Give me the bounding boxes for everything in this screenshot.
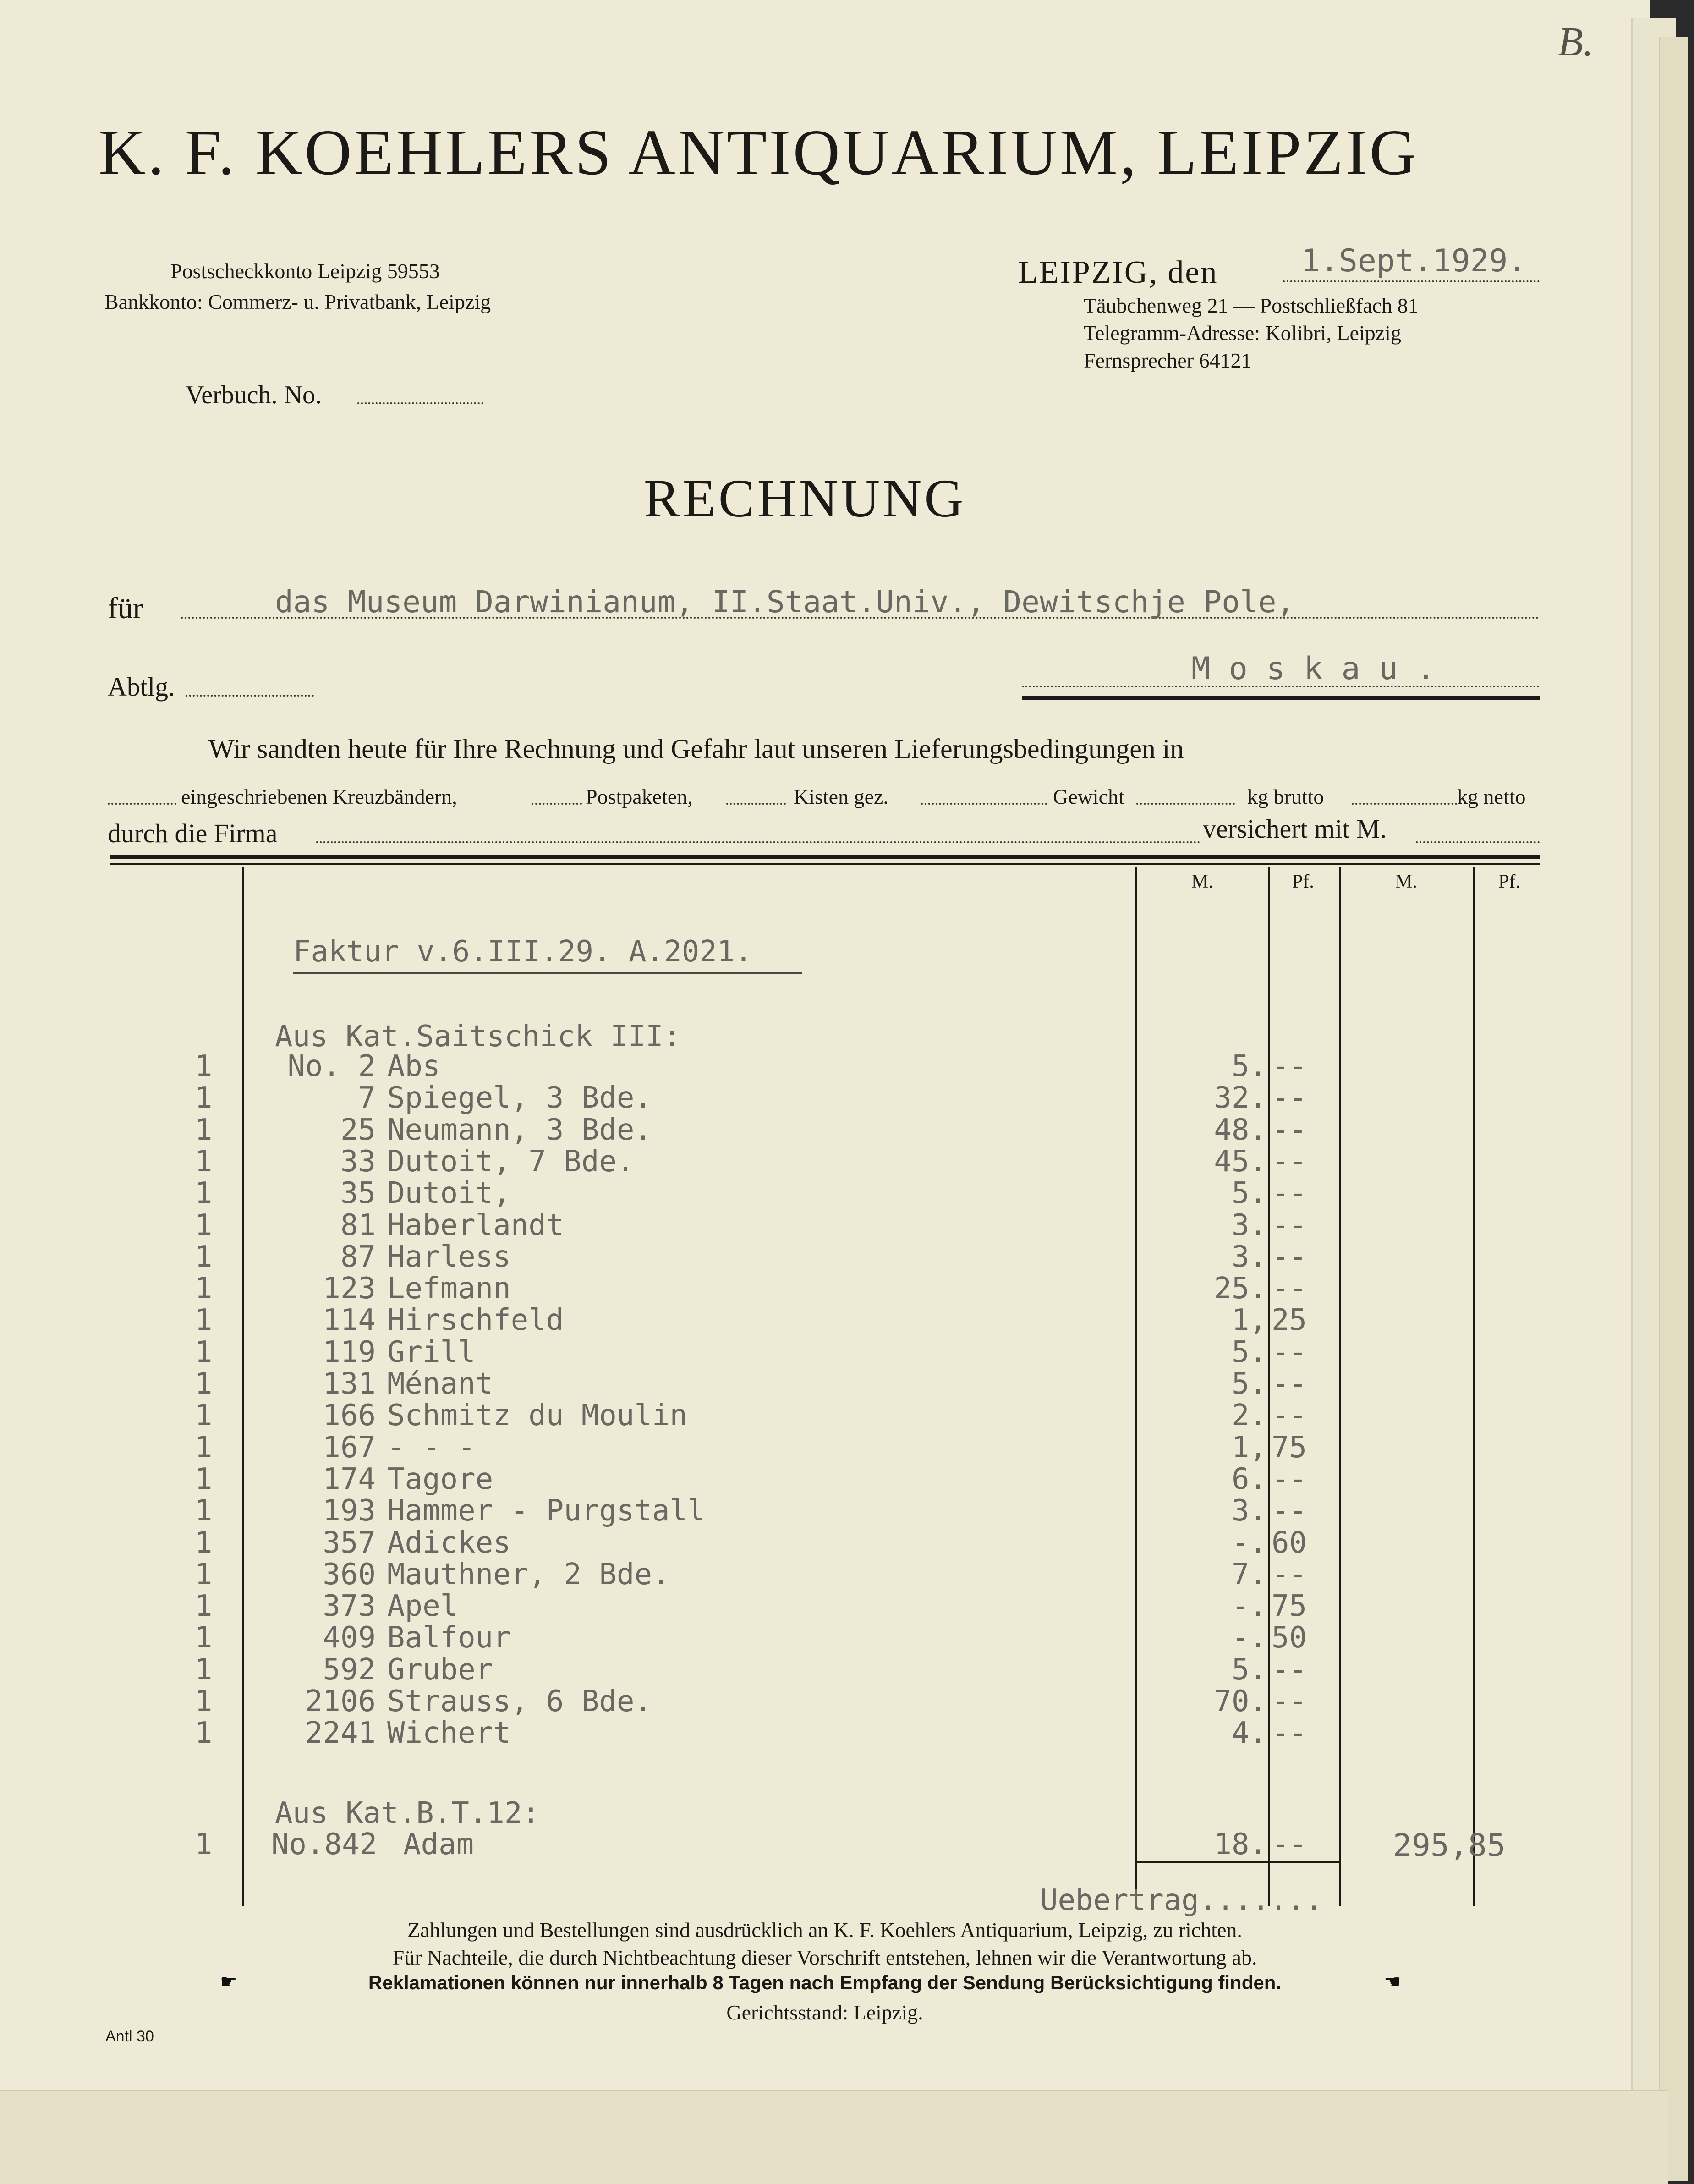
table-col-divider xyxy=(1268,867,1270,1906)
item-title: Spiegel, 3 Bde. xyxy=(387,1081,652,1115)
item-title: Hirschfeld xyxy=(387,1303,564,1337)
item-mark: 5. xyxy=(1231,1335,1267,1369)
item-pfennig: -- xyxy=(1272,1685,1307,1718)
item-title: Hammer - Purgstall xyxy=(387,1494,705,1528)
item-number: 25 xyxy=(340,1113,376,1147)
table-col-divider xyxy=(1339,867,1341,1906)
postscheck-account: Postscheckkonto Leipzig 59553 xyxy=(170,259,440,283)
item-pfennig: -- xyxy=(1272,1494,1307,1528)
item-pfennig: -- xyxy=(1272,1272,1307,1306)
item-pfennig: -- xyxy=(1272,1081,1307,1115)
item-qty: 1 xyxy=(195,1716,213,1750)
item-number: 193 xyxy=(323,1494,376,1528)
item-qty: 1 xyxy=(195,1558,213,1591)
item-pfennig: -- xyxy=(1272,1145,1307,1179)
item-qty: 1 xyxy=(195,1081,213,1115)
item-qty: 1 xyxy=(195,1621,213,1655)
item-title: Neumann, 3 Bde. xyxy=(387,1113,652,1147)
item-number: 166 xyxy=(323,1399,376,1432)
shipping-statement: Wir sandten heute für Ihre Rechnung und Gefahr laut unseren Lieferungsbedingungen in xyxy=(208,734,1184,764)
item-title: Strauss, 6 Bde. xyxy=(387,1685,652,1718)
item-title: - - - xyxy=(387,1431,476,1465)
item-mark: 45. xyxy=(1214,1145,1267,1179)
item-mark: 3. xyxy=(1231,1240,1267,1274)
item-number: 167 xyxy=(323,1431,376,1465)
item-title: Grill xyxy=(387,1335,476,1369)
item-mark: 70. xyxy=(1214,1685,1267,1718)
item-number: 81 xyxy=(340,1208,376,1242)
form-number: Antl 30 xyxy=(105,2028,154,2045)
fuer-label: für xyxy=(108,592,143,625)
item-title: Dutoit, 7 Bde. xyxy=(387,1145,635,1179)
city-line xyxy=(1022,686,1540,687)
item-qty: 1 xyxy=(195,1049,213,1083)
item-qty: 1 xyxy=(195,1272,213,1306)
catalog-heading: Aus Kat.Saitschick III: xyxy=(275,1020,681,1054)
item-title: Harless xyxy=(387,1240,511,1274)
item-mark: 6. xyxy=(1231,1462,1267,1496)
item-qty: 1 xyxy=(195,1653,213,1687)
item-number: 33 xyxy=(340,1145,376,1179)
item-number: 2241 xyxy=(305,1716,376,1750)
item-pfennig: 75 xyxy=(1272,1431,1307,1465)
item-qty: 1 xyxy=(195,1335,213,1369)
catalog-heading: Aus Kat.B.T.12: xyxy=(275,1796,540,1830)
stacked-page-edge xyxy=(1659,37,1688,2181)
item-number: 131 xyxy=(323,1367,376,1401)
item-pfennig: -- xyxy=(1272,1176,1307,1210)
firma-label: durch die Firma xyxy=(108,818,278,848)
item-mark: 5. xyxy=(1231,1367,1267,1401)
brutto-line xyxy=(1136,803,1235,805)
item-number: No. 2 xyxy=(287,1049,376,1083)
item-pfennig: 50 xyxy=(1272,1621,1307,1655)
verbuch-label: Verbuch. No. xyxy=(186,381,322,409)
item-pfennig: -- xyxy=(1272,1367,1307,1401)
item-title: Balfour xyxy=(387,1621,511,1655)
item-mark: 4. xyxy=(1231,1716,1267,1750)
versichert-line xyxy=(1416,841,1540,843)
item-pfennig: 75 xyxy=(1272,1589,1307,1623)
firm-name: K. F. KOEHLERS ANTIQUARIUM, LEIPZIG xyxy=(99,116,1419,188)
item-number: 119 xyxy=(323,1335,376,1369)
item-number: 592 xyxy=(323,1653,376,1687)
pointing-hand-right-icon: ☛ xyxy=(220,1971,237,1992)
item-pfennig: -- xyxy=(1272,1399,1307,1432)
pointing-hand-left-icon: ☚ xyxy=(1384,1971,1401,1992)
item-mark: 1, xyxy=(1231,1303,1267,1337)
telegram-address: Telegramm-Adresse: Kolibri, Leipzig xyxy=(1084,321,1401,345)
item-qty: 1 xyxy=(195,1827,213,1861)
item-title: Adickes xyxy=(387,1526,511,1560)
faktur-reference: Faktur v.6.III.29. A.2021. xyxy=(293,935,752,969)
firma-line xyxy=(316,841,1201,843)
item-pfennig: 25 xyxy=(1272,1303,1307,1337)
item-mark: 32. xyxy=(1214,1081,1267,1115)
item-title: Mauthner, 2 Bde. xyxy=(387,1558,670,1591)
item-pfennig: -- xyxy=(1272,1827,1307,1861)
item-qty: 1 xyxy=(195,1526,213,1560)
item-qty: 1 xyxy=(195,1145,213,1179)
item-mark: -. xyxy=(1231,1621,1267,1655)
postpaket-line xyxy=(532,803,582,805)
liability-notice: Für Nachteile, die durch Nichtbeachtung dieser Vorschrift entstehen, lehnen wir die Verantwortung ab. xyxy=(392,1946,1257,1969)
item-mark: 3. xyxy=(1231,1208,1267,1242)
date-line xyxy=(1283,280,1540,282)
item-number: 114 xyxy=(323,1303,376,1337)
item-mark: 5. xyxy=(1231,1049,1267,1083)
verbuch-line xyxy=(357,402,483,404)
item-number: 87 xyxy=(340,1240,376,1274)
item-qty: 1 xyxy=(195,1303,213,1337)
item-title: Gruber xyxy=(387,1653,493,1687)
item-qty: 1 xyxy=(195,1208,213,1242)
item-qty: 1 xyxy=(195,1176,213,1210)
item-title: Lefmann xyxy=(387,1272,511,1306)
city-underline xyxy=(1022,696,1540,700)
item-title: Apel xyxy=(387,1589,458,1623)
item-pfennig: 60 xyxy=(1272,1526,1307,1560)
item-pfennig: -- xyxy=(1272,1113,1307,1147)
item-title: Ménant xyxy=(387,1367,493,1401)
item-mark: 25. xyxy=(1214,1272,1267,1306)
table-col-divider xyxy=(1473,867,1475,1906)
item-mark: 48. xyxy=(1214,1113,1267,1147)
table-rule-top-thin xyxy=(110,863,1540,865)
place-label: LEIPZIG, den xyxy=(1018,255,1218,290)
invoice-date: 1.Sept.1929. xyxy=(1301,243,1527,279)
item-mark: 1, xyxy=(1231,1431,1267,1465)
item-number: 174 xyxy=(323,1462,376,1496)
faktur-underline xyxy=(293,972,802,974)
table-col-divider xyxy=(242,867,244,1906)
corner-mark: B. xyxy=(1558,19,1594,65)
item-pfennig: -- xyxy=(1272,1716,1307,1750)
gewicht-line xyxy=(921,803,1047,805)
item-title: Adam xyxy=(403,1827,474,1861)
netto-label: kg netto xyxy=(1457,785,1526,808)
item-number: 360 xyxy=(323,1558,376,1591)
item-qty: 1 xyxy=(195,1367,213,1401)
gewicht-label: Gewicht xyxy=(1053,785,1124,808)
item-qty: 1 xyxy=(195,1589,213,1623)
item-pfennig: -- xyxy=(1272,1462,1307,1496)
item-mark: -. xyxy=(1231,1526,1267,1560)
item-number: 123 xyxy=(323,1272,376,1306)
brutto-label: kg brutto xyxy=(1247,785,1324,808)
kisten-label: Kisten gez. xyxy=(794,785,888,808)
recipient-name: das Museum Darwinianum, II.Staat.Univ., Dewitschje Pole, xyxy=(275,584,1295,620)
item-number: 409 xyxy=(323,1621,376,1655)
kreuzband-line xyxy=(108,803,176,805)
item-number: 7 xyxy=(358,1081,376,1115)
item-pfennig: -- xyxy=(1272,1208,1307,1242)
item-mark: 2. xyxy=(1231,1399,1267,1432)
item-title: Dutoit, xyxy=(387,1176,511,1210)
kisten-line xyxy=(726,803,786,805)
phone-number: Fernsprecher 64121 xyxy=(1084,349,1252,372)
abtlg-line xyxy=(186,695,314,697)
item-title: Haberlandt xyxy=(387,1208,564,1242)
document-title: RECHNUNG xyxy=(644,468,966,528)
item-mark: 18. xyxy=(1214,1827,1267,1861)
item-mark: 5. xyxy=(1231,1176,1267,1210)
item-qty: 1 xyxy=(195,1431,213,1465)
item-pfennig: -- xyxy=(1272,1049,1307,1083)
col-header-m: M. xyxy=(1191,871,1213,892)
item-mark: 3. xyxy=(1231,1494,1267,1528)
item-qty: 1 xyxy=(195,1113,213,1147)
recipient-city: M o s k a u . xyxy=(1191,651,1436,687)
item-pfennig: -- xyxy=(1272,1558,1307,1591)
jurisdiction: Gerichtsstand: Leipzig. xyxy=(726,2001,923,2024)
firm-address: Täubchenweg 21 — Postschließfach 81 xyxy=(1084,294,1419,317)
item-number: 357 xyxy=(323,1526,376,1560)
item-pfennig: -- xyxy=(1272,1240,1307,1274)
invoice-total: 295,85 xyxy=(1393,1827,1506,1864)
item-title: Wichert xyxy=(387,1716,511,1750)
item-mark: 5. xyxy=(1231,1653,1267,1687)
item-number: No.842 xyxy=(271,1827,378,1861)
item-qty: 1 xyxy=(195,1462,213,1496)
item-mark: 7. xyxy=(1231,1558,1267,1591)
item-pfennig: -- xyxy=(1272,1335,1307,1369)
complaints-notice: Reklamationen können nur innerhalb 8 Tagen nach Empfang der Sendung Berücksichtigung finden. xyxy=(368,1972,1282,1993)
carry-over: Uebertrag....... xyxy=(1040,1883,1323,1917)
item-qty: 1 xyxy=(195,1399,213,1432)
kreuzband-label: eingeschriebenen Kreuzbändern, xyxy=(181,785,457,808)
postpaket-label: Postpaketen, xyxy=(586,785,693,808)
item-number: 35 xyxy=(340,1176,376,1210)
item-qty: 1 xyxy=(195,1685,213,1718)
item-qty: 1 xyxy=(195,1240,213,1274)
col-header-m: M. xyxy=(1395,871,1417,892)
item-pfennig: -- xyxy=(1272,1653,1307,1687)
item-title: Abs xyxy=(387,1049,440,1083)
abtlg-label: Abtlg. xyxy=(108,672,175,702)
item-qty: 1 xyxy=(195,1494,213,1528)
payment-notice: Zahlungen und Bestellungen sind ausdrücklich an K. F. Koehlers Antiquarium, Leipzig, zu richten. xyxy=(407,1918,1242,1942)
bank-account: Bankkonto: Commerz- u. Privatbank, Leipzig xyxy=(104,290,491,313)
table-rule-top xyxy=(110,855,1540,859)
item-title: Tagore xyxy=(387,1462,493,1496)
col-header-pf: Pf. xyxy=(1498,871,1520,892)
item-mark: -. xyxy=(1231,1589,1267,1623)
item-number: 2106 xyxy=(305,1685,376,1718)
subtotal-rule xyxy=(1135,1861,1341,1863)
col-header-pf: Pf. xyxy=(1292,871,1314,892)
item-title: Schmitz du Moulin xyxy=(387,1399,688,1432)
netto-line xyxy=(1352,803,1457,805)
versichert-label: versichert mit M. xyxy=(1203,814,1387,844)
stacked-page-edge-bottom xyxy=(0,2090,1668,2184)
item-number: 373 xyxy=(323,1589,376,1623)
